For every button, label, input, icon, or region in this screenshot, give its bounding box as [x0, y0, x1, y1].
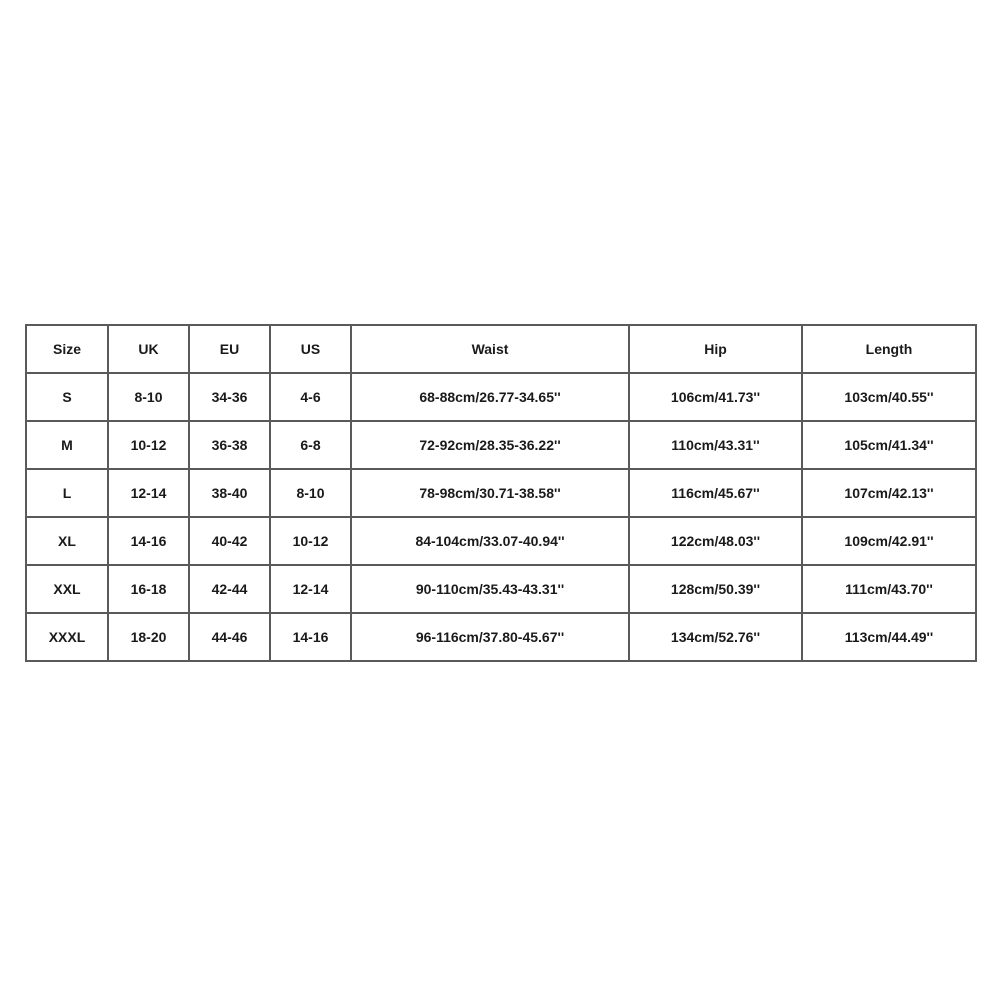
cell-uk: 8-10: [108, 373, 189, 421]
cell-eu: 34-36: [189, 373, 270, 421]
cell-us: 14-16: [270, 613, 351, 661]
cell-us: 12-14: [270, 565, 351, 613]
cell-us: 4-6: [270, 373, 351, 421]
header-hip: Hip: [629, 325, 802, 373]
cell-size: XXXL: [26, 613, 108, 661]
cell-hip: 110cm/43.31'': [629, 421, 802, 469]
table-row: [26, 517, 976, 565]
cell-size: XL: [26, 517, 108, 565]
cell-length: 113cm/44.49'': [802, 613, 976, 661]
cell-hip: 134cm/52.76'': [629, 613, 802, 661]
cell-eu: 36-38: [189, 421, 270, 469]
cell-length: 103cm/40.55'': [802, 373, 976, 421]
cell-eu: 40-42: [189, 517, 270, 565]
table-row: [26, 613, 976, 661]
cell-uk: 14-16: [108, 517, 189, 565]
cell-uk: 18-20: [108, 613, 189, 661]
header-us: US: [270, 325, 351, 373]
cell-waist: 72-92cm/28.35-36.22'': [351, 421, 629, 469]
cell-waist: 68-88cm/26.77-34.65'': [351, 373, 629, 421]
header-uk: UK: [108, 325, 189, 373]
cell-size: M: [26, 421, 108, 469]
cell-length: 109cm/42.91'': [802, 517, 976, 565]
cell-hip: 106cm/41.73'': [629, 373, 802, 421]
cell-uk: 10-12: [108, 421, 189, 469]
cell-size: S: [26, 373, 108, 421]
table-row: [26, 469, 976, 517]
cell-eu: 44-46: [189, 613, 270, 661]
cell-hip: 116cm/45.67'': [629, 469, 802, 517]
table-row: [26, 373, 976, 421]
cell-length: 107cm/42.13'': [802, 469, 976, 517]
cell-us: 10-12: [270, 517, 351, 565]
header-length: Length: [802, 325, 976, 373]
cell-waist: 84-104cm/33.07-40.94'': [351, 517, 629, 565]
cell-uk: 12-14: [108, 469, 189, 517]
table-row: [26, 565, 976, 613]
cell-size: L: [26, 469, 108, 517]
cell-length: 111cm/43.70'': [802, 565, 976, 613]
cell-us: 8-10: [270, 469, 351, 517]
cell-size: XXL: [26, 565, 108, 613]
header-size: Size: [26, 325, 108, 373]
cell-hip: 128cm/50.39'': [629, 565, 802, 613]
cell-eu: 42-44: [189, 565, 270, 613]
size-chart-table: [25, 324, 977, 662]
cell-uk: 16-18: [108, 565, 189, 613]
header-row: [26, 325, 976, 373]
header-waist: Waist: [351, 325, 629, 373]
cell-waist: 90-110cm/35.43-43.31'': [351, 565, 629, 613]
header-eu: EU: [189, 325, 270, 373]
cell-eu: 38-40: [189, 469, 270, 517]
cell-waist: 96-116cm/37.80-45.67'': [351, 613, 629, 661]
cell-us: 6-8: [270, 421, 351, 469]
cell-waist: 78-98cm/30.71-38.58'': [351, 469, 629, 517]
cell-hip: 122cm/48.03'': [629, 517, 802, 565]
table-row: [26, 421, 976, 469]
cell-length: 105cm/41.34'': [802, 421, 976, 469]
